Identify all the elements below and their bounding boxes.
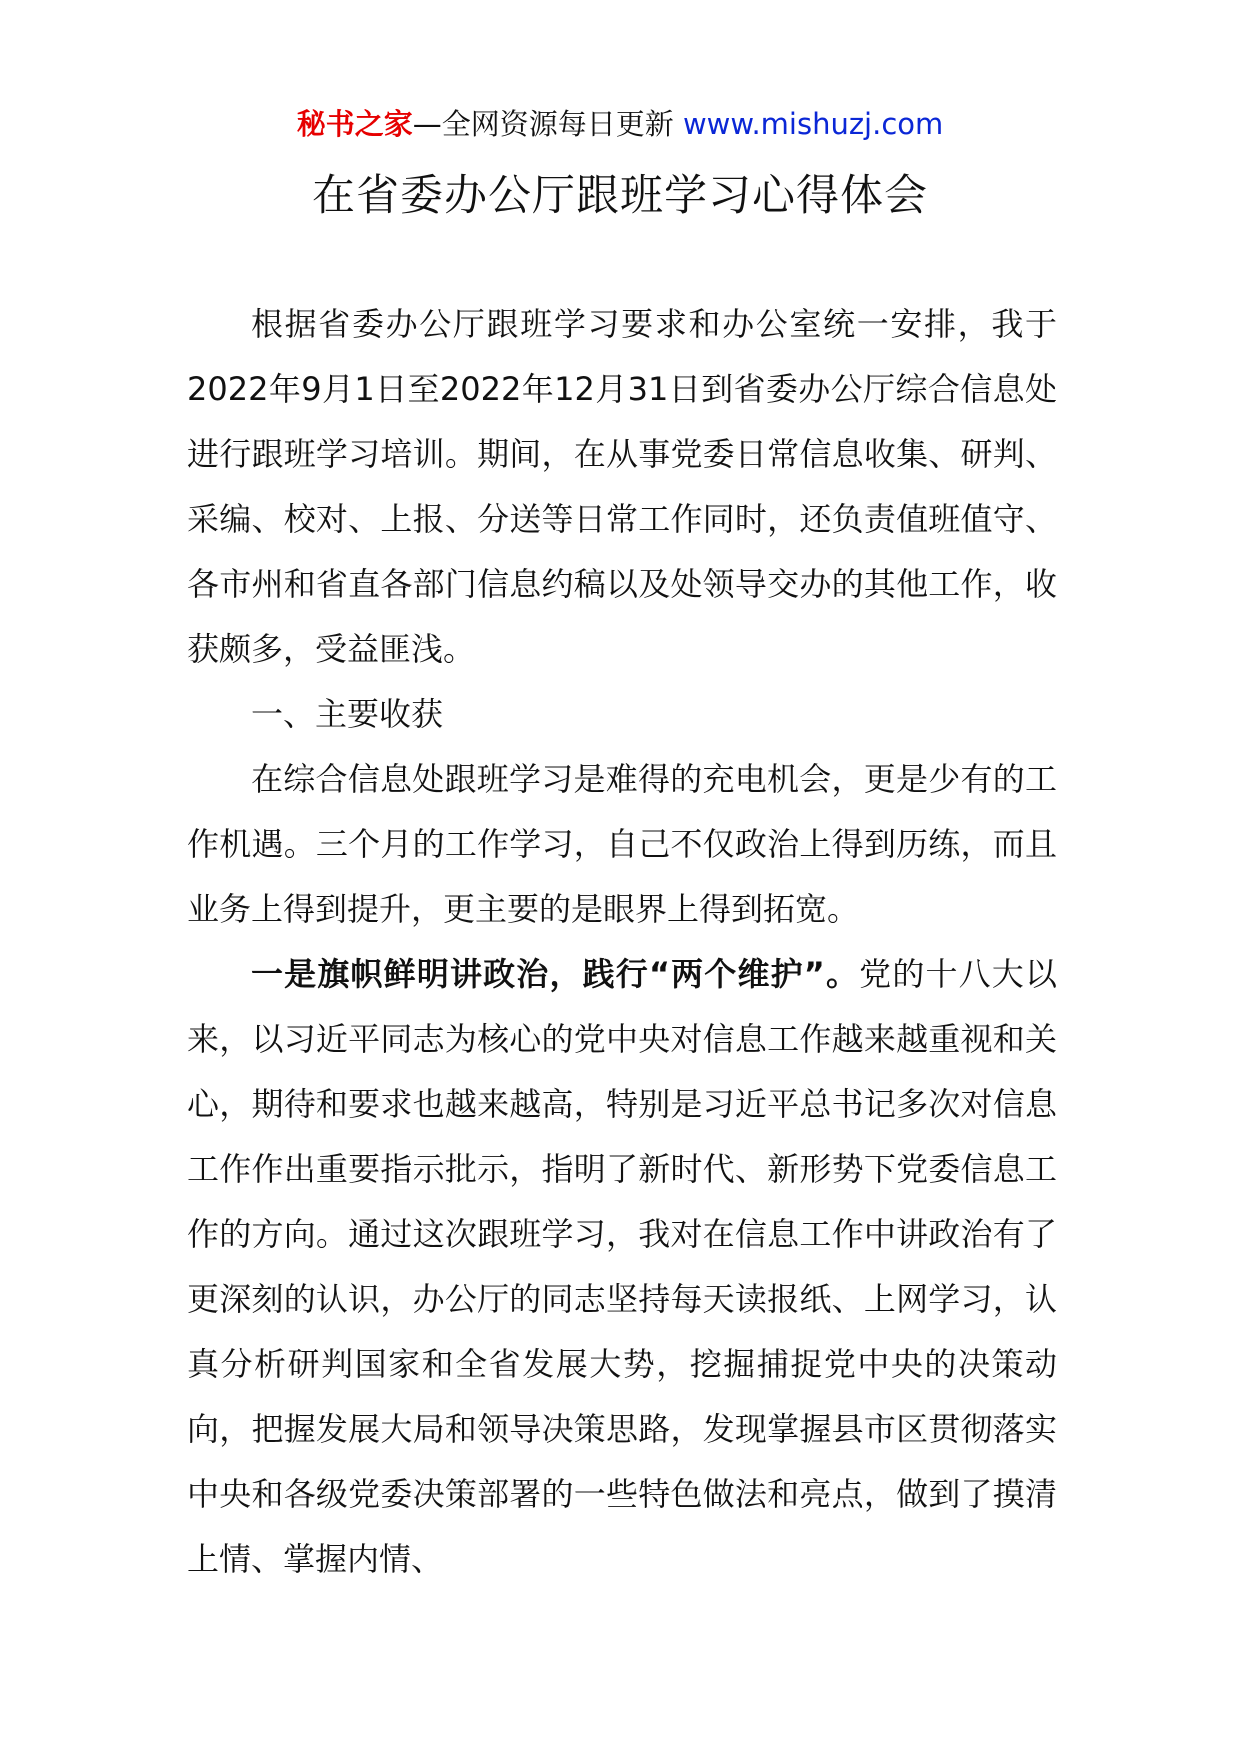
paragraph-intro (187, 292, 1057, 682)
section-heading (187, 682, 1057, 747)
point-lead-text: 一是旗帜鲜明讲政治，践行“两个维护”。 (251, 955, 860, 993)
paragraph-point-one (187, 942, 1057, 1592)
banner-brand: 秘书之家 (296, 107, 413, 141)
site-banner (0, 104, 1240, 144)
document-body (187, 292, 1057, 1592)
section-heading-text: 一、主要收获 (251, 695, 444, 733)
paragraph-summary (187, 747, 1057, 942)
document-title: 在省委办公厅跟班学习心得体会 (312, 171, 928, 221)
paragraph-text: 根据省委办公厅跟班学习要求和办公室统一安排，我于2022年9月1日至2022年12月31日到省委办公厅综合信息处进行跟班学习培训。期间，在从事党委日常信息收集、研判、采编、校对、上报、分送等日常工作同时，还负责值班值守、各市州和省直各部门信息约稿以及处领导交办的其他工作，收获颇多，受益匪浅。 (187, 305, 1057, 668)
paragraph-text: 党的十八大以来，以习近平同志为核心的党中央对信息工作越来越重视和关心，期待和要求也越来越高，特别是习近平总书记多次对信息工作作出重要指示批示，指明了新时代、新形势下党委信息工作的方向。通过这次跟班学习，我对在信息工作中讲政治有了更深刻的认识，办公厅的同志坚持每天读报纸、上网学习，认真分析研判国家和全省发展大势，挖掘捕捉党中央的决策动向，把握发展大局和领导决策思路，发现掌握县市区贯彻落实中央和各级党委决策部署的一些特色做法和亮点，做到了摸清上情、掌握内情、 (187, 955, 1057, 1578)
paragraph-text: 在综合信息处跟班学习是难得的充电机会，更是少有的工作机遇。三个月的工作学习，自己不仅政治上得到历练，而且业务上得到提升，更主要的是眼界上得到拓宽。 (187, 760, 1057, 928)
banner-tagline: —全网资源每日更新 (412, 107, 683, 141)
banner-url-link[interactable]: www.mishuzj.com (682, 107, 944, 141)
